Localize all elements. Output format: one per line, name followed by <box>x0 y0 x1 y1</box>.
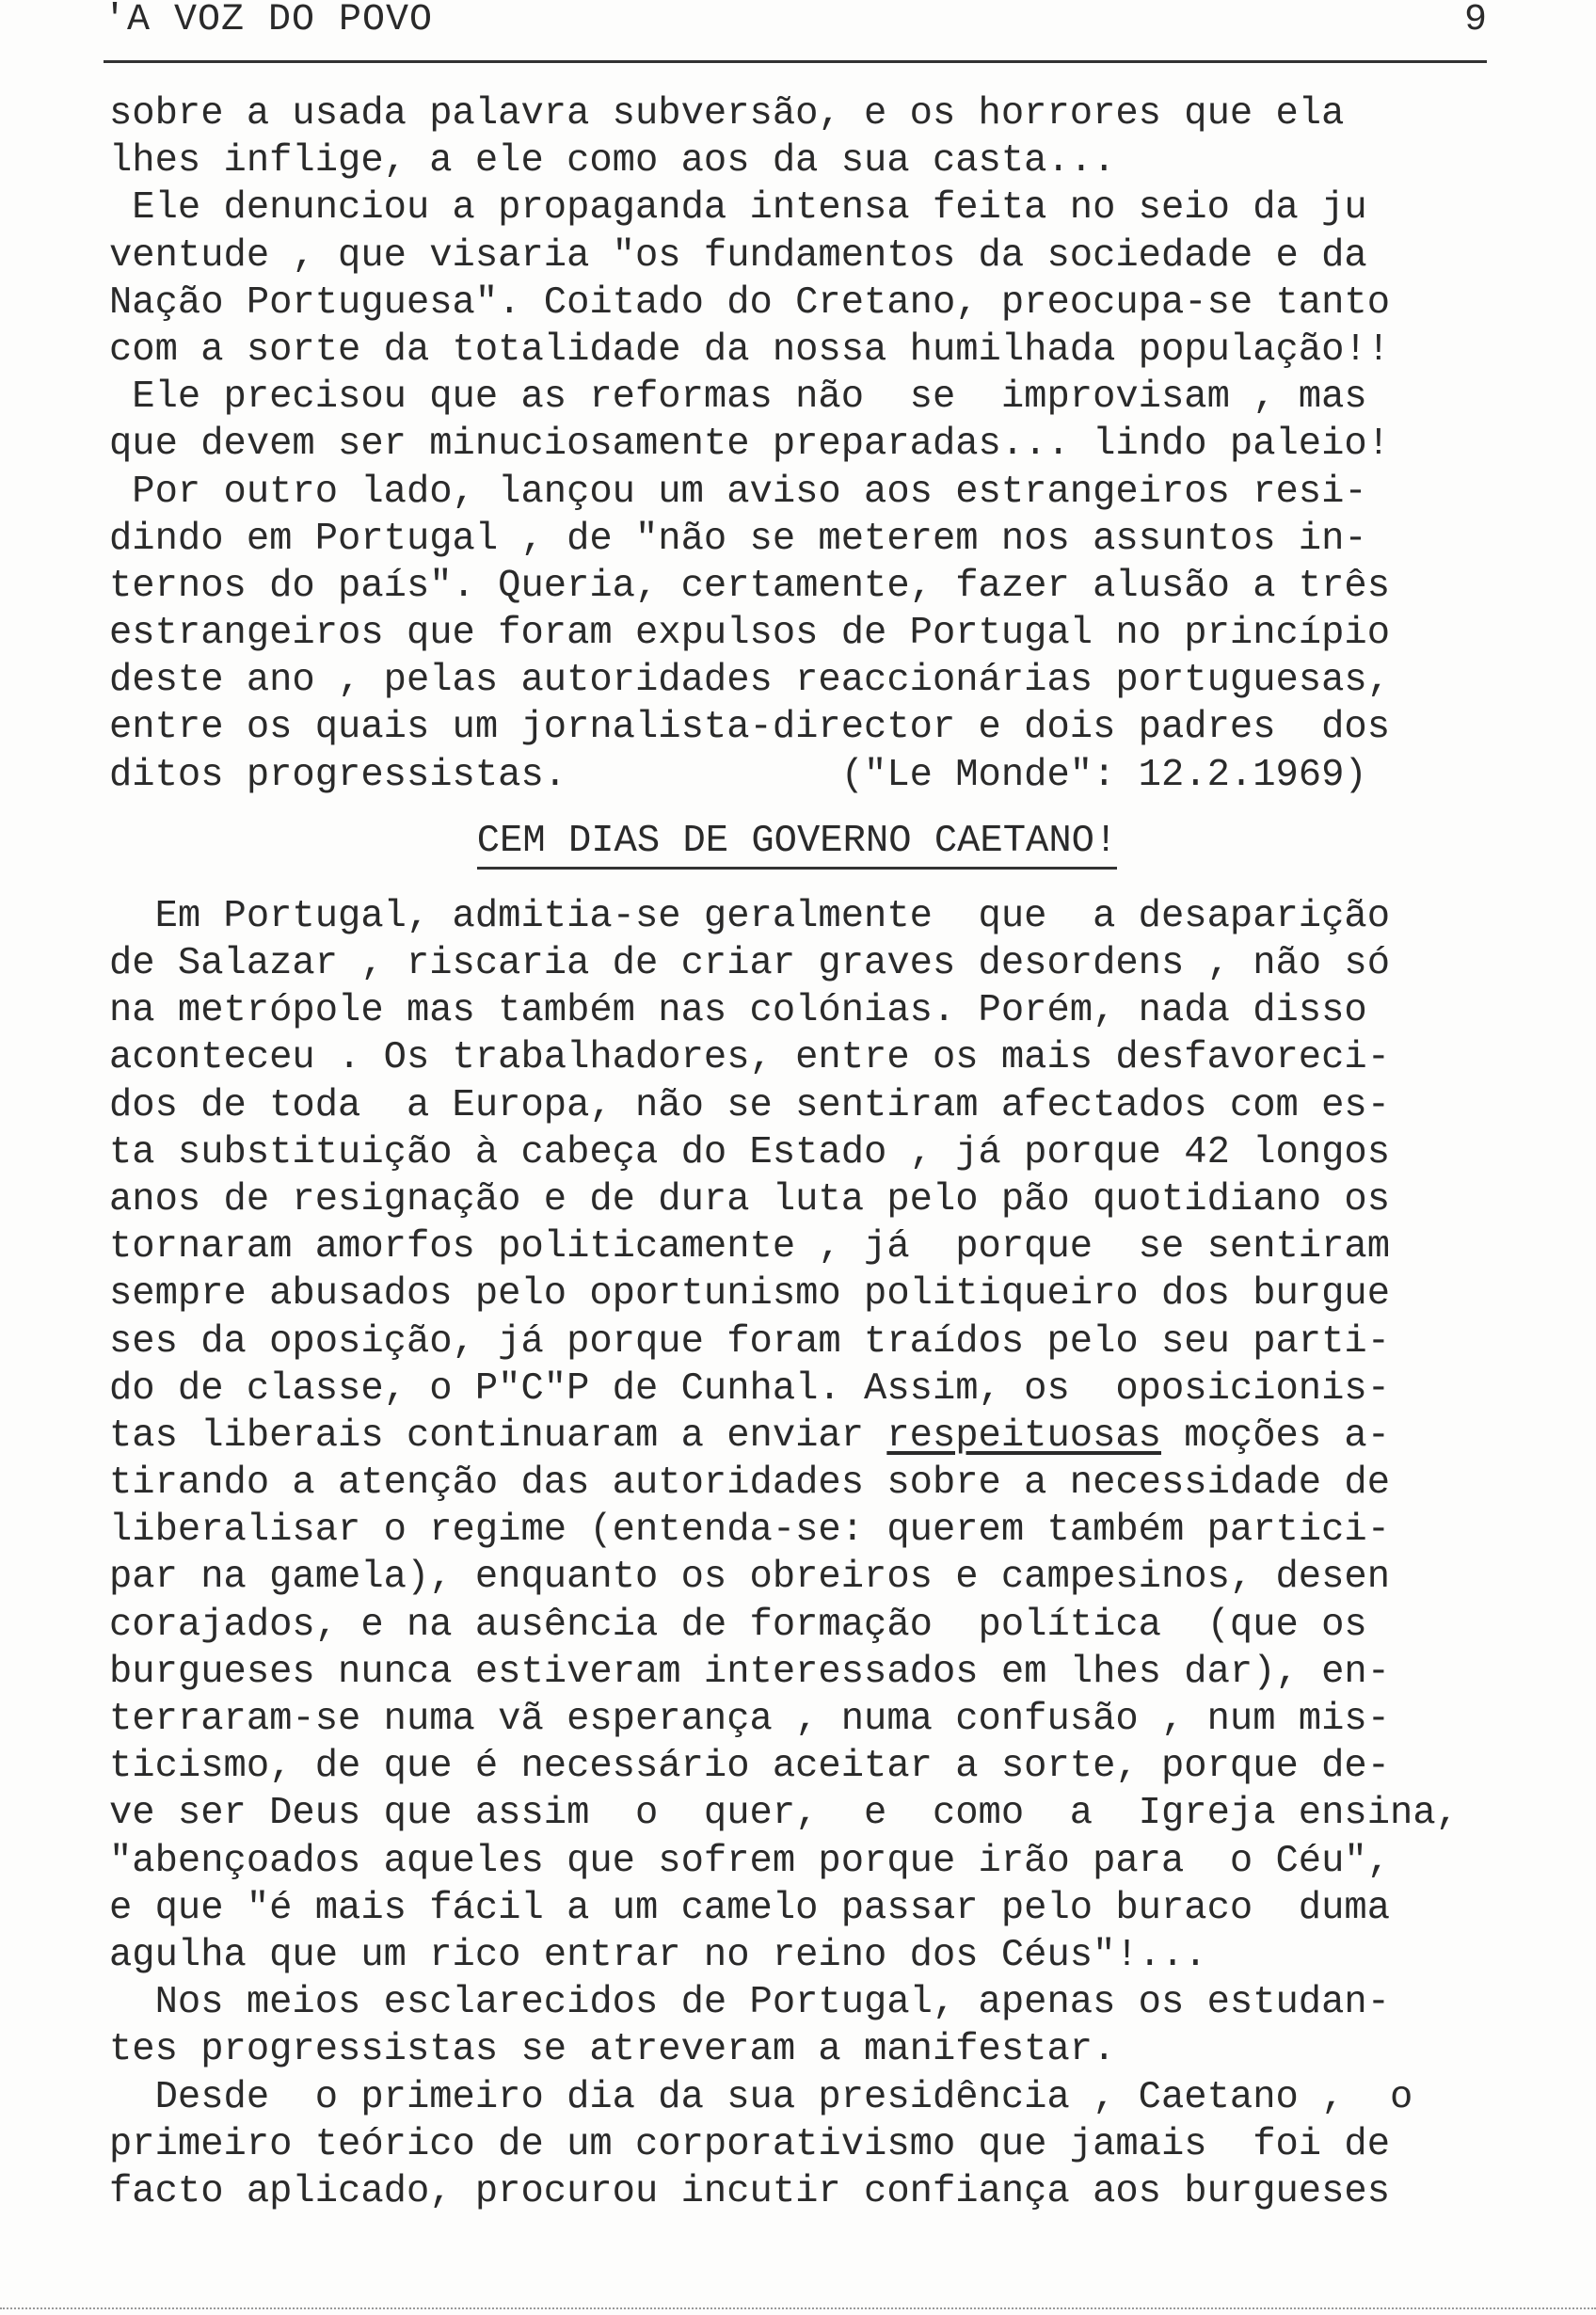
text-line: primeiro teórico de um corporativismo que jamais foi de <box>109 2122 1391 2166</box>
text-line: tes progressistas se atreveram a manifestar. <box>109 2028 1116 2072</box>
text-line: tas liberais continuaram a enviar respeituosas moções a- <box>109 1413 1391 1458</box>
text-line: com a sorte da totalidade da nossa humilhada população!! <box>109 327 1391 372</box>
text-line: lhes inflige, a ele como aos da sua casta... <box>109 139 1116 184</box>
section-heading: CEM DIAS DE GOVERNO CAETANO! <box>477 818 1118 870</box>
header-rule <box>104 60 1487 63</box>
text-line: na metrópole mas também nas colónias. Porém, nada disso <box>109 989 1367 1033</box>
text-line: ta substituição à cabeça do Estado , já porque 42 longos <box>109 1130 1391 1174</box>
text-line: anos de resignação e de dura luta pelo pão quotidiano os <box>109 1177 1391 1221</box>
text-line: deste ano , pelas autoridades reaccionárias portuguesas, <box>109 659 1391 703</box>
text-line: par na gamela), enquanto os obreiros e campesinos, desen <box>109 1556 1391 1600</box>
text-line: burgueses nunca estiveram interessados em lhes dar), en- <box>109 1650 1391 1694</box>
paragraph-block-1 <box>109 90 1485 799</box>
text-line: ternos do país". Queria, certamente, fazer alusão a três <box>109 564 1391 608</box>
text-line: Ele denunciou a propaganda intensa feita no seio da ju <box>109 186 1367 231</box>
text-line: tornaram amorfos politicamente , já porque se sentiram <box>109 1225 1391 1269</box>
text-line: ve ser Deus que assim o quer, e como a Igreja ensina, <box>109 1792 1459 1836</box>
text-line: sobre a usada palavra subversão, e os horrores que ela <box>109 92 1345 136</box>
text-line: tirando a atenção das autoridades sobre a necessidade de <box>109 1461 1391 1506</box>
text-line: estrangeiros que foram expulsos de Portugal no princípio <box>109 612 1391 656</box>
text-line: facto aplicado, procurou incutir confiança aos burgueses <box>109 2169 1391 2213</box>
page-header <box>104 0 1487 56</box>
article-body <box>109 90 1485 2215</box>
text-line: ses da oposição, já porque foram traídos pelo seu parti- <box>109 1319 1391 1364</box>
text-line: ticismo, de que é necessário aceitar a sorte, porque de- <box>109 1745 1391 1789</box>
paragraph-block-2 <box>109 893 1485 2215</box>
section-heading-wrap <box>109 799 1485 893</box>
text-line: que devem ser minuciosamente preparadas... lindo paleio! <box>109 423 1391 467</box>
text-line: Nação Portuguesa". Coitado do Cretano, preocupa-se tanto <box>109 280 1391 325</box>
text-line: sempre abusados pelo oportunismo politiqueiro dos burgue <box>109 1272 1391 1317</box>
text-line: do de classe, o P"C"P de Cunhal. Assim, os oposicionis- <box>109 1366 1391 1411</box>
text-line: ventude , que visaria "os fundamentos da sociedade e da <box>109 233 1367 278</box>
text-line: ditos progressistas. ("Le Monde": 12.2.1969) <box>109 753 1367 797</box>
text-line: Por outro lado, lançou um aviso aos estrangeiros resi- <box>109 470 1367 514</box>
text-line: Desde o primeiro dia da sua presidência , Caetano , o <box>109 2075 1413 2119</box>
text-line: aconteceu . Os trabalhadores, entre os mais desfavoreci- <box>109 1036 1391 1080</box>
text-line: de Salazar , riscaria de criar graves desordens , não só <box>109 942 1391 985</box>
footer-rule <box>0 2307 1596 2309</box>
text-line: Em Portugal, admitia-se geralmente que a desaparição <box>109 894 1391 938</box>
text-line: e que "é mais fácil a um camelo passar pelo buraco duma <box>109 1886 1391 1930</box>
text-line: Ele precisou que as reformas não se improvisam , mas <box>109 375 1367 420</box>
text-line: dindo em Portugal , de "não se meterem nos assuntos in- <box>109 517 1367 561</box>
text-line: corajados, e na ausência de formação política (que os <box>109 1603 1367 1647</box>
page-number: 9 <box>1463 0 1487 41</box>
text-line: dos de toda a Europa, não se sentiram afectados com es- <box>109 1083 1391 1127</box>
text-line: terraram-se numa vã esperança , numa confusão , num mis- <box>109 1698 1391 1741</box>
text-line: "abençoados aqueles que sofrem porque irão para o Céu", <box>109 1839 1391 1883</box>
text-line: Nos meios esclarecidos de Portugal, apenas os estudan- <box>109 1981 1391 2025</box>
text-line: liberalisar o regime (entenda-se: querem também partici- <box>109 1509 1391 1553</box>
text-line: entre os quais um jornalista-director e dois padres dos <box>109 706 1391 750</box>
publication-title: 'A VOZ DO POVO <box>104 0 434 41</box>
text-line: agulha que um rico entrar no reino dos Céus"!... <box>109 1933 1207 1977</box>
